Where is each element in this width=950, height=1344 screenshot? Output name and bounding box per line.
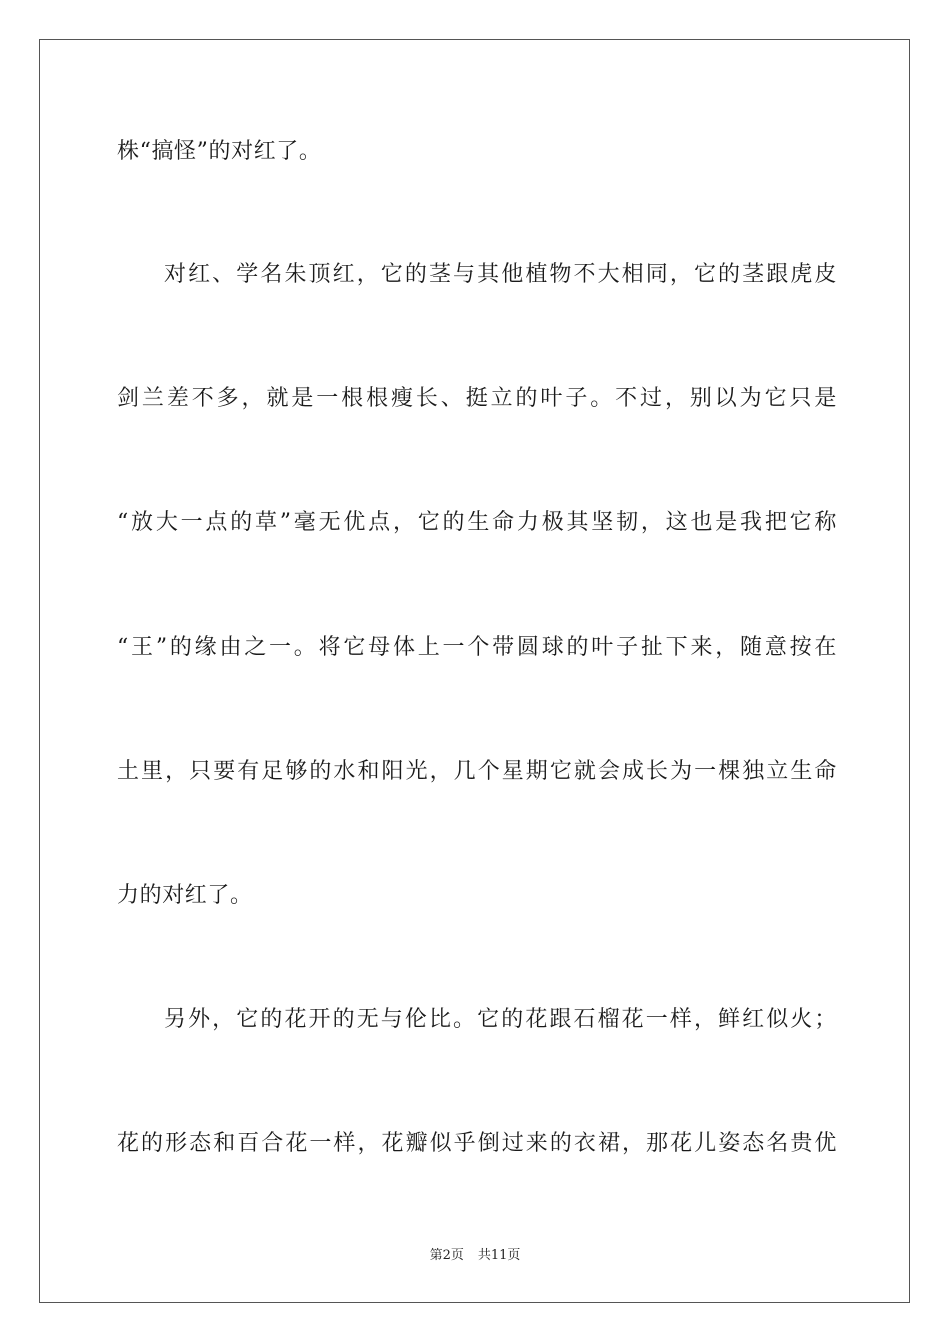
text-line: 力的对红了。 bbox=[117, 883, 253, 908]
total-pages: 共11页 bbox=[477, 1248, 521, 1263]
text-line: 土里，只要有足够的水和阳光，几个星期它就会成长为一棵独立生命 bbox=[117, 759, 837, 784]
paragraph-first-line: 对红、学名朱顶红，它的茎与其他植物不大相同，它的茎跟虎皮 bbox=[164, 262, 837, 287]
page-border bbox=[39, 39, 910, 1303]
text-line: 株“搞怪”的对红了。 bbox=[117, 139, 322, 164]
page-footer bbox=[0, 1247, 950, 1265]
text-line: 剑兰差不多，就是一根根瘦长、挺立的叶子。不过，别以为它只是 bbox=[117, 386, 837, 411]
text-line: 花的形态和百合花一样，花瓣似乎倒过来的衣裙，那花儿姿态名贵优 bbox=[117, 1131, 837, 1156]
text-line: “放大一点的草”毫无优点，它的生命力极其坚韧，这也是我把它称 bbox=[117, 510, 837, 535]
text-line: “王”的缘由之一。将它母体上一个带圆球的叶子扯下来，随意按在 bbox=[117, 635, 837, 660]
page-number: 第2页 bbox=[429, 1248, 464, 1263]
paragraph-first-line: 另外，它的花开的无与伦比。它的花跟石榴花一样，鲜红似火； bbox=[164, 1007, 837, 1032]
